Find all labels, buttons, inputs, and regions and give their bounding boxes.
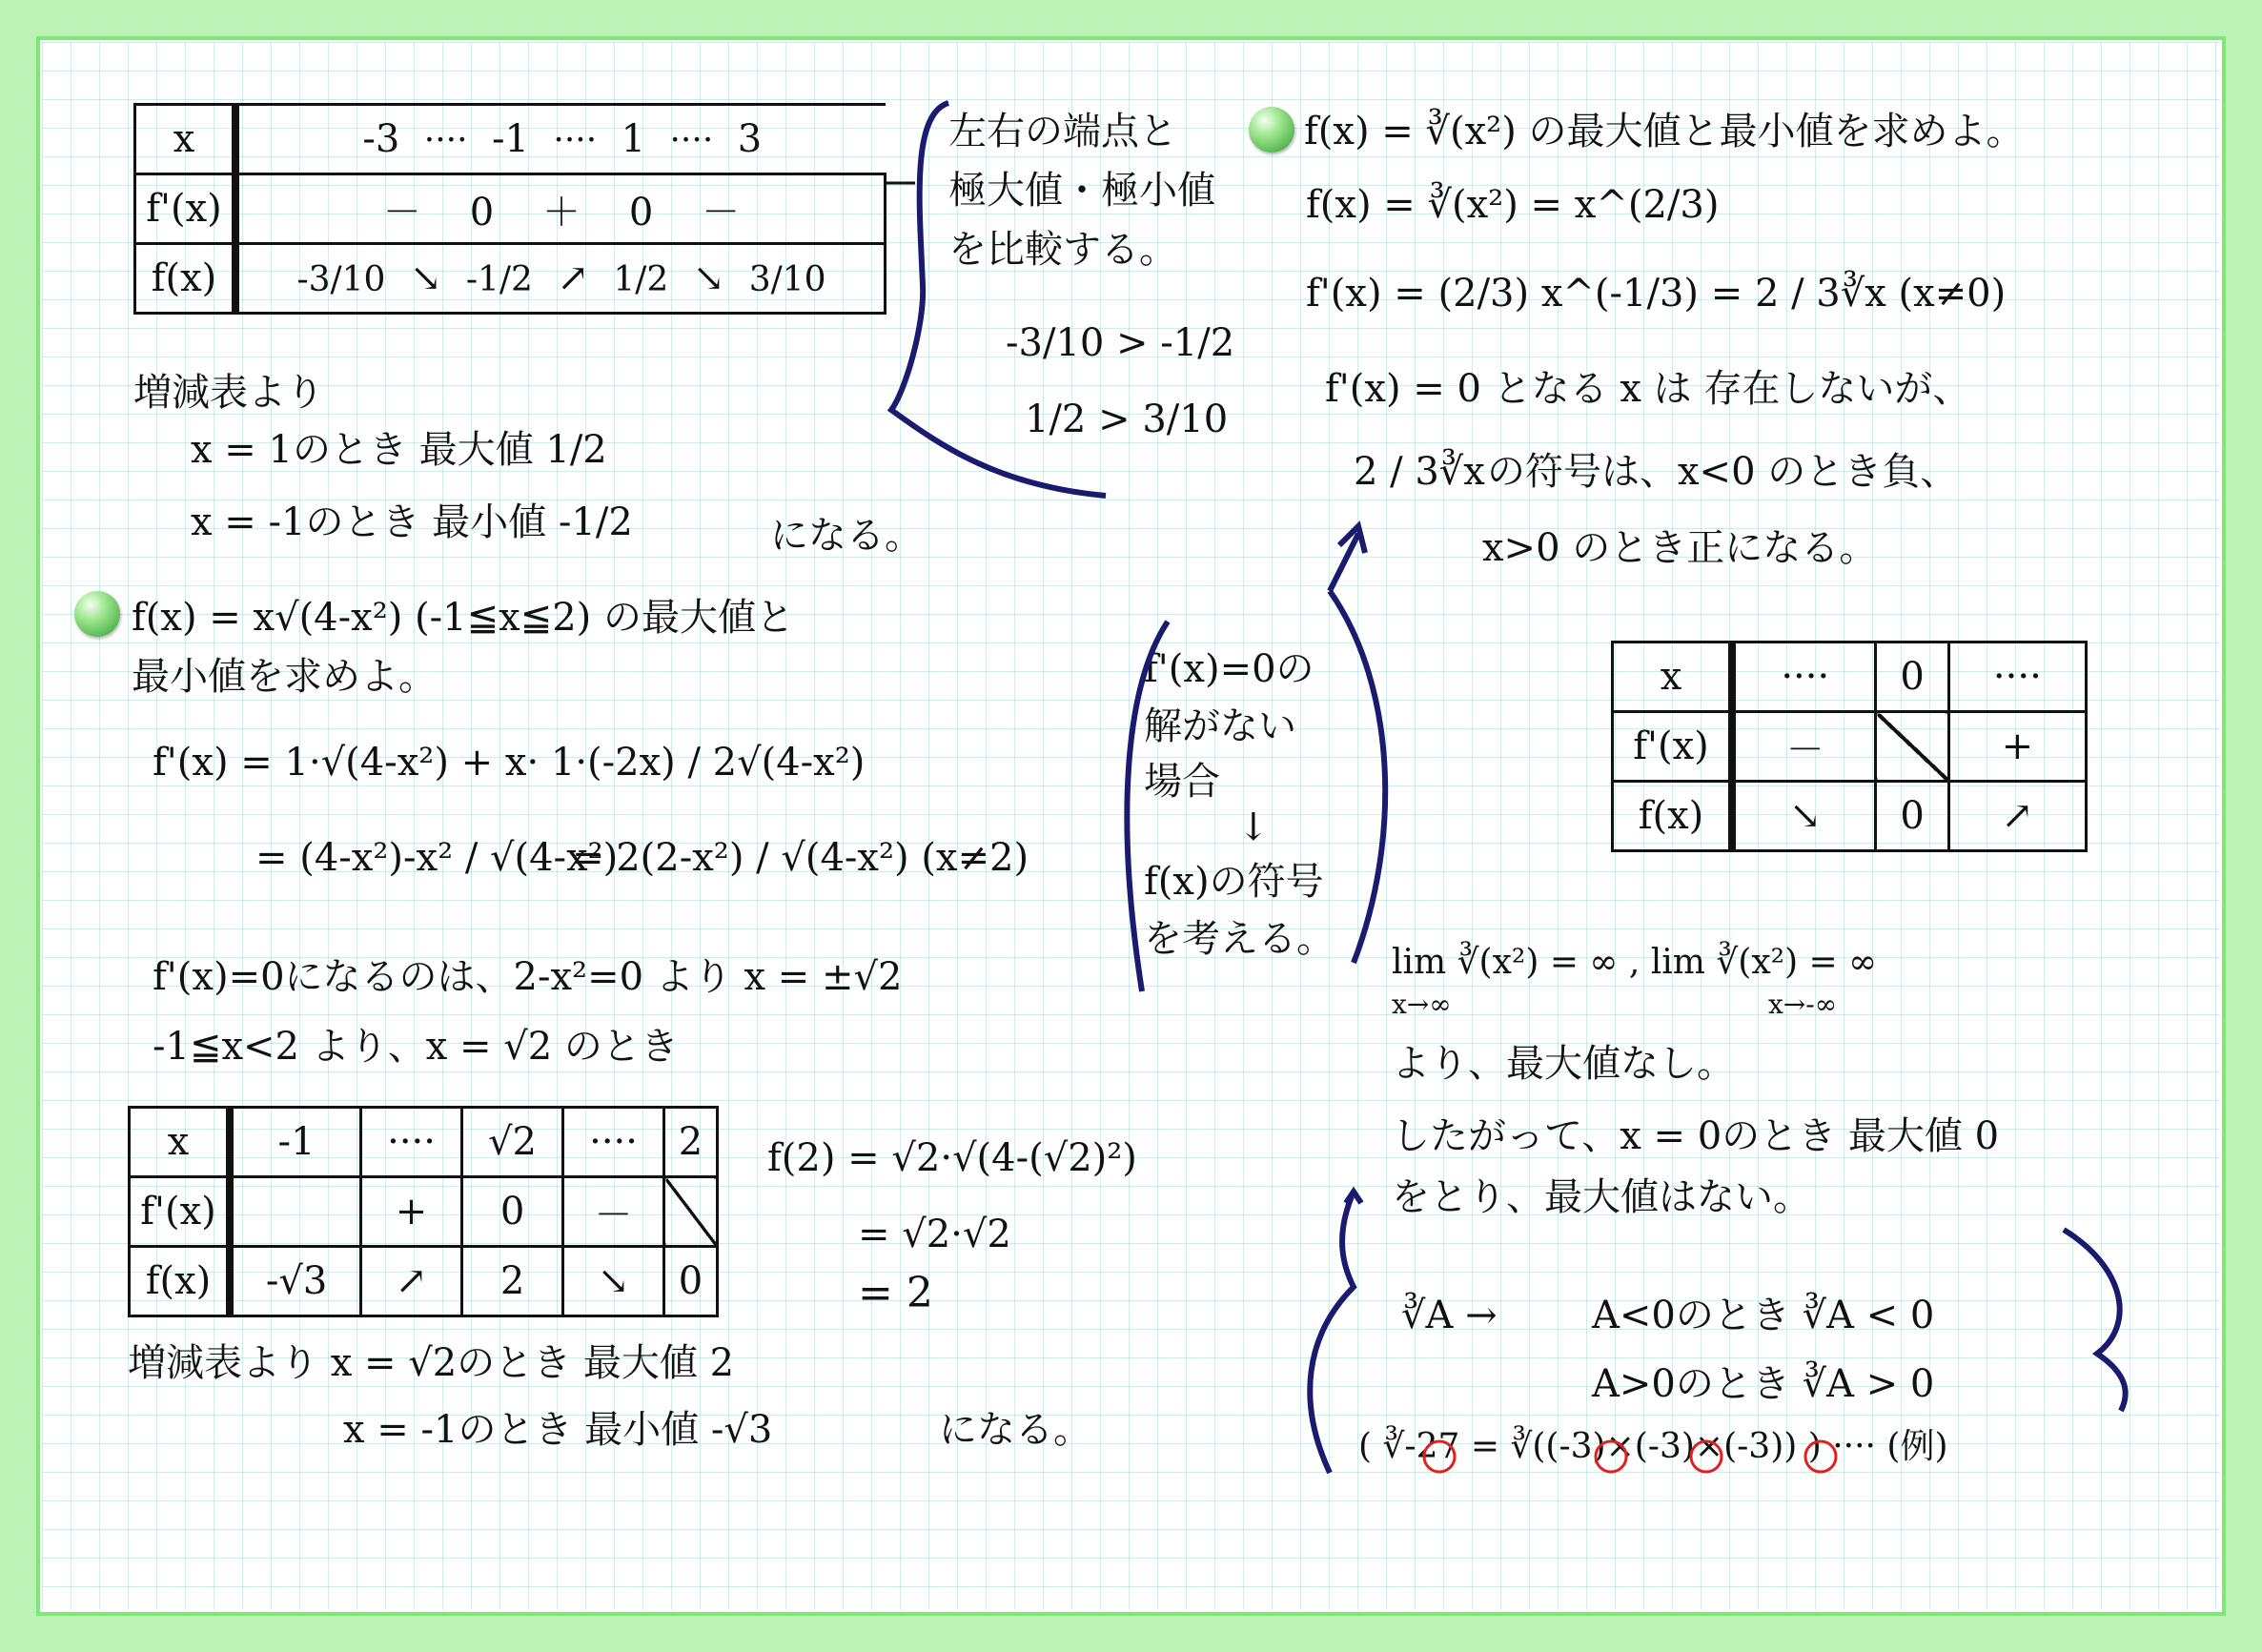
cell-text: ···· (423, 121, 468, 160)
red-circle (1596, 1441, 1626, 1472)
note1-line3: を比較する。 (948, 228, 1177, 272)
table-cell: + (1948, 712, 2086, 782)
cell-text: 3/10 (748, 260, 826, 299)
problem2-zero: f'(x)=0になるのは、2-x²=0 より x = ±√2 (153, 955, 903, 999)
table-cell: f'(x) (1613, 712, 1733, 782)
table-cell: -√3 (230, 1247, 361, 1316)
cell-text: ↘ (692, 256, 725, 300)
note3-example: ( ∛-27 = ∛((-3)×(-3)×(-3)) ) ···· (例) (1358, 1427, 1948, 1466)
table-cell: f'(x) (135, 174, 236, 244)
table-cell: 0 (1876, 642, 1948, 712)
note2-bracket-right (1330, 591, 1385, 963)
note2-line5: を考える。 (1144, 917, 1335, 961)
table-cell: ↘ (1732, 782, 1876, 851)
note2-line1: f'(x)=0の (1144, 647, 1314, 691)
note3-bracket-right (2064, 1230, 2126, 1411)
f2-line1: f(2) = √2·√(4-(√2)²) (767, 1136, 1137, 1180)
table-cell: x (135, 105, 236, 174)
problem2-simplify-b: = 2(2-x²) / √(4-x²) (x≠2) (572, 836, 1029, 880)
conclusion-min: x = -1のとき 最小値 -1/2 (191, 500, 633, 544)
conclusion2-min: x = -1のとき 最小値 -√3 (343, 1408, 773, 1452)
cell-text: -1/2 (465, 260, 533, 299)
note1-compare1: -3/10 > -1/2 (1006, 321, 1235, 365)
problem3-rewrite: f(x) = ∛(x²) = x^(2/3) (1306, 183, 1720, 227)
table-cell: 2 (462, 1247, 563, 1316)
problem3-fraction: 2 / 3∛x (1354, 450, 1485, 494)
table-cell: ↗ (1948, 782, 2086, 851)
red-circle (1691, 1441, 1722, 1472)
cell-text: 3 (737, 117, 763, 161)
problem3-sign: の符号は、x<0 のとき負、 (1487, 450, 1959, 494)
cell-text: 1/2 (613, 260, 669, 299)
table-cell: f'(x) (130, 1177, 231, 1247)
problem3-positive: x>0 のとき正になる。 (1482, 526, 1878, 570)
table-cell: ···· (563, 1108, 664, 1177)
red-circle (1424, 1441, 1455, 1472)
table-cell: f(x) (135, 244, 236, 314)
table-cell: f(x) (1613, 782, 1733, 851)
conclusion2-max: 増減表より x = √2のとき 最大値 2 (128, 1341, 735, 1385)
cell-text: 0 (469, 190, 495, 235)
table-cell: x (1613, 642, 1733, 712)
table-cell: ···· (1732, 642, 1876, 712)
conclusion-end: になる。 (770, 514, 923, 558)
table-cell: 0 (462, 1177, 563, 1247)
cell-text: -3 (362, 117, 400, 161)
cell-text: -3/10 (296, 260, 386, 299)
conclusion2-end: になる。 (939, 1408, 1091, 1452)
table-cell: √2 (462, 1108, 563, 1177)
note2-line3: 場合 (1144, 760, 1220, 804)
cell-text: ＋ (542, 190, 581, 235)
table-cell: + (361, 1177, 462, 1247)
note1-compare2: 1/2 > 3/10 (1025, 398, 1229, 441)
cell-text: － (702, 190, 741, 235)
red-circle (1805, 1441, 1836, 1472)
table-cell: 2 (664, 1108, 718, 1177)
problem3-title: f(x) = ∛(x²) の最大値と最小値を求めよ。 (1304, 110, 2025, 153)
limit-conclusion: より、最大値なし。 (1392, 1042, 1735, 1086)
table-cell: ↘ (563, 1247, 664, 1316)
conclusion-heading: 増減表より (133, 371, 324, 415)
problem3-derivative: f'(x) = (2/3) x^(-1/3) = 2 / 3∛x (x≠0) (1306, 272, 2007, 316)
cell-text: ↗ (557, 256, 589, 300)
problem2-title-cont: 最小値を求めよ。 (132, 655, 437, 699)
note1-line1: 左右の端点と (948, 110, 1177, 153)
table-cell: x (130, 1108, 231, 1177)
cell-text: -1 (491, 117, 529, 161)
note2-line2: 解がない (1144, 704, 1296, 748)
cell-text: ↘ (409, 256, 442, 300)
f2-line2: = √2·√2 (858, 1213, 1011, 1256)
cell-text: ···· (669, 121, 714, 160)
conclusion-max: x = 1のとき 最大値 1/2 (191, 428, 607, 472)
cell-text: ···· (553, 121, 598, 160)
table-cell: 0 (1876, 782, 1948, 851)
cell-text: － (382, 190, 421, 235)
table-cell: － (1732, 712, 1876, 782)
note2-line4: f(x)の符号 (1144, 860, 1324, 904)
final-line2: をとり、最大値はない。 (1392, 1175, 1811, 1219)
table-cell: ↗ (361, 1247, 462, 1316)
limit-sub-1: x→∞ (1392, 989, 1452, 1020)
problem2-title: f(x) = x√(4-x²) (-1≦x≦2) の最大値と (132, 596, 794, 640)
note2-arrow: ↓ (1237, 806, 1270, 849)
limit-expression: lim ∛(x²) = ∞ , lim ∛(x²) = ∞ (1392, 943, 1878, 982)
note3-negative: A<0のとき ∛A < 0 (1592, 1294, 1935, 1337)
f2-line3: = 2 (858, 1269, 933, 1317)
problem3-no-zero: f'(x) = 0 となる x は 存在しないが、 (1325, 367, 1971, 411)
cell-text: 0 (628, 190, 654, 235)
table-cell: ···· (361, 1108, 462, 1177)
note3-bracket-left (1310, 1196, 1354, 1473)
final-line1: したがって、x = 0のとき 最大値 0 (1392, 1114, 2000, 1158)
note3-arrow-line: ∛A → (1401, 1294, 1498, 1337)
problem2-domain: -1≦x<2 より、x = √2 のとき (153, 1025, 679, 1069)
note1-bracket (891, 103, 1106, 496)
table-cell: ···· (1948, 642, 2086, 712)
cell-text: 1 (621, 117, 646, 161)
note3-positive: A>0のとき ∛A > 0 (1592, 1362, 1935, 1406)
problem2-simplify-a: = (4-x²)-x² / √(4-x²) (255, 836, 619, 880)
note2-bracket-left (1127, 622, 1168, 991)
table-cell: f(x) (130, 1247, 231, 1316)
note1-line2: 極大値・極小値 (948, 169, 1215, 213)
problem2-derivative: f'(x) = 1·√(4-x²) + x· 1·(-2x) / 2√(4-x²) (153, 741, 866, 785)
table-cell: － (563, 1177, 664, 1247)
limit-sub-2: x→-∞ (1768, 989, 1838, 1020)
table-cell: -1 (230, 1108, 361, 1177)
table-cell: 0 (664, 1247, 718, 1316)
